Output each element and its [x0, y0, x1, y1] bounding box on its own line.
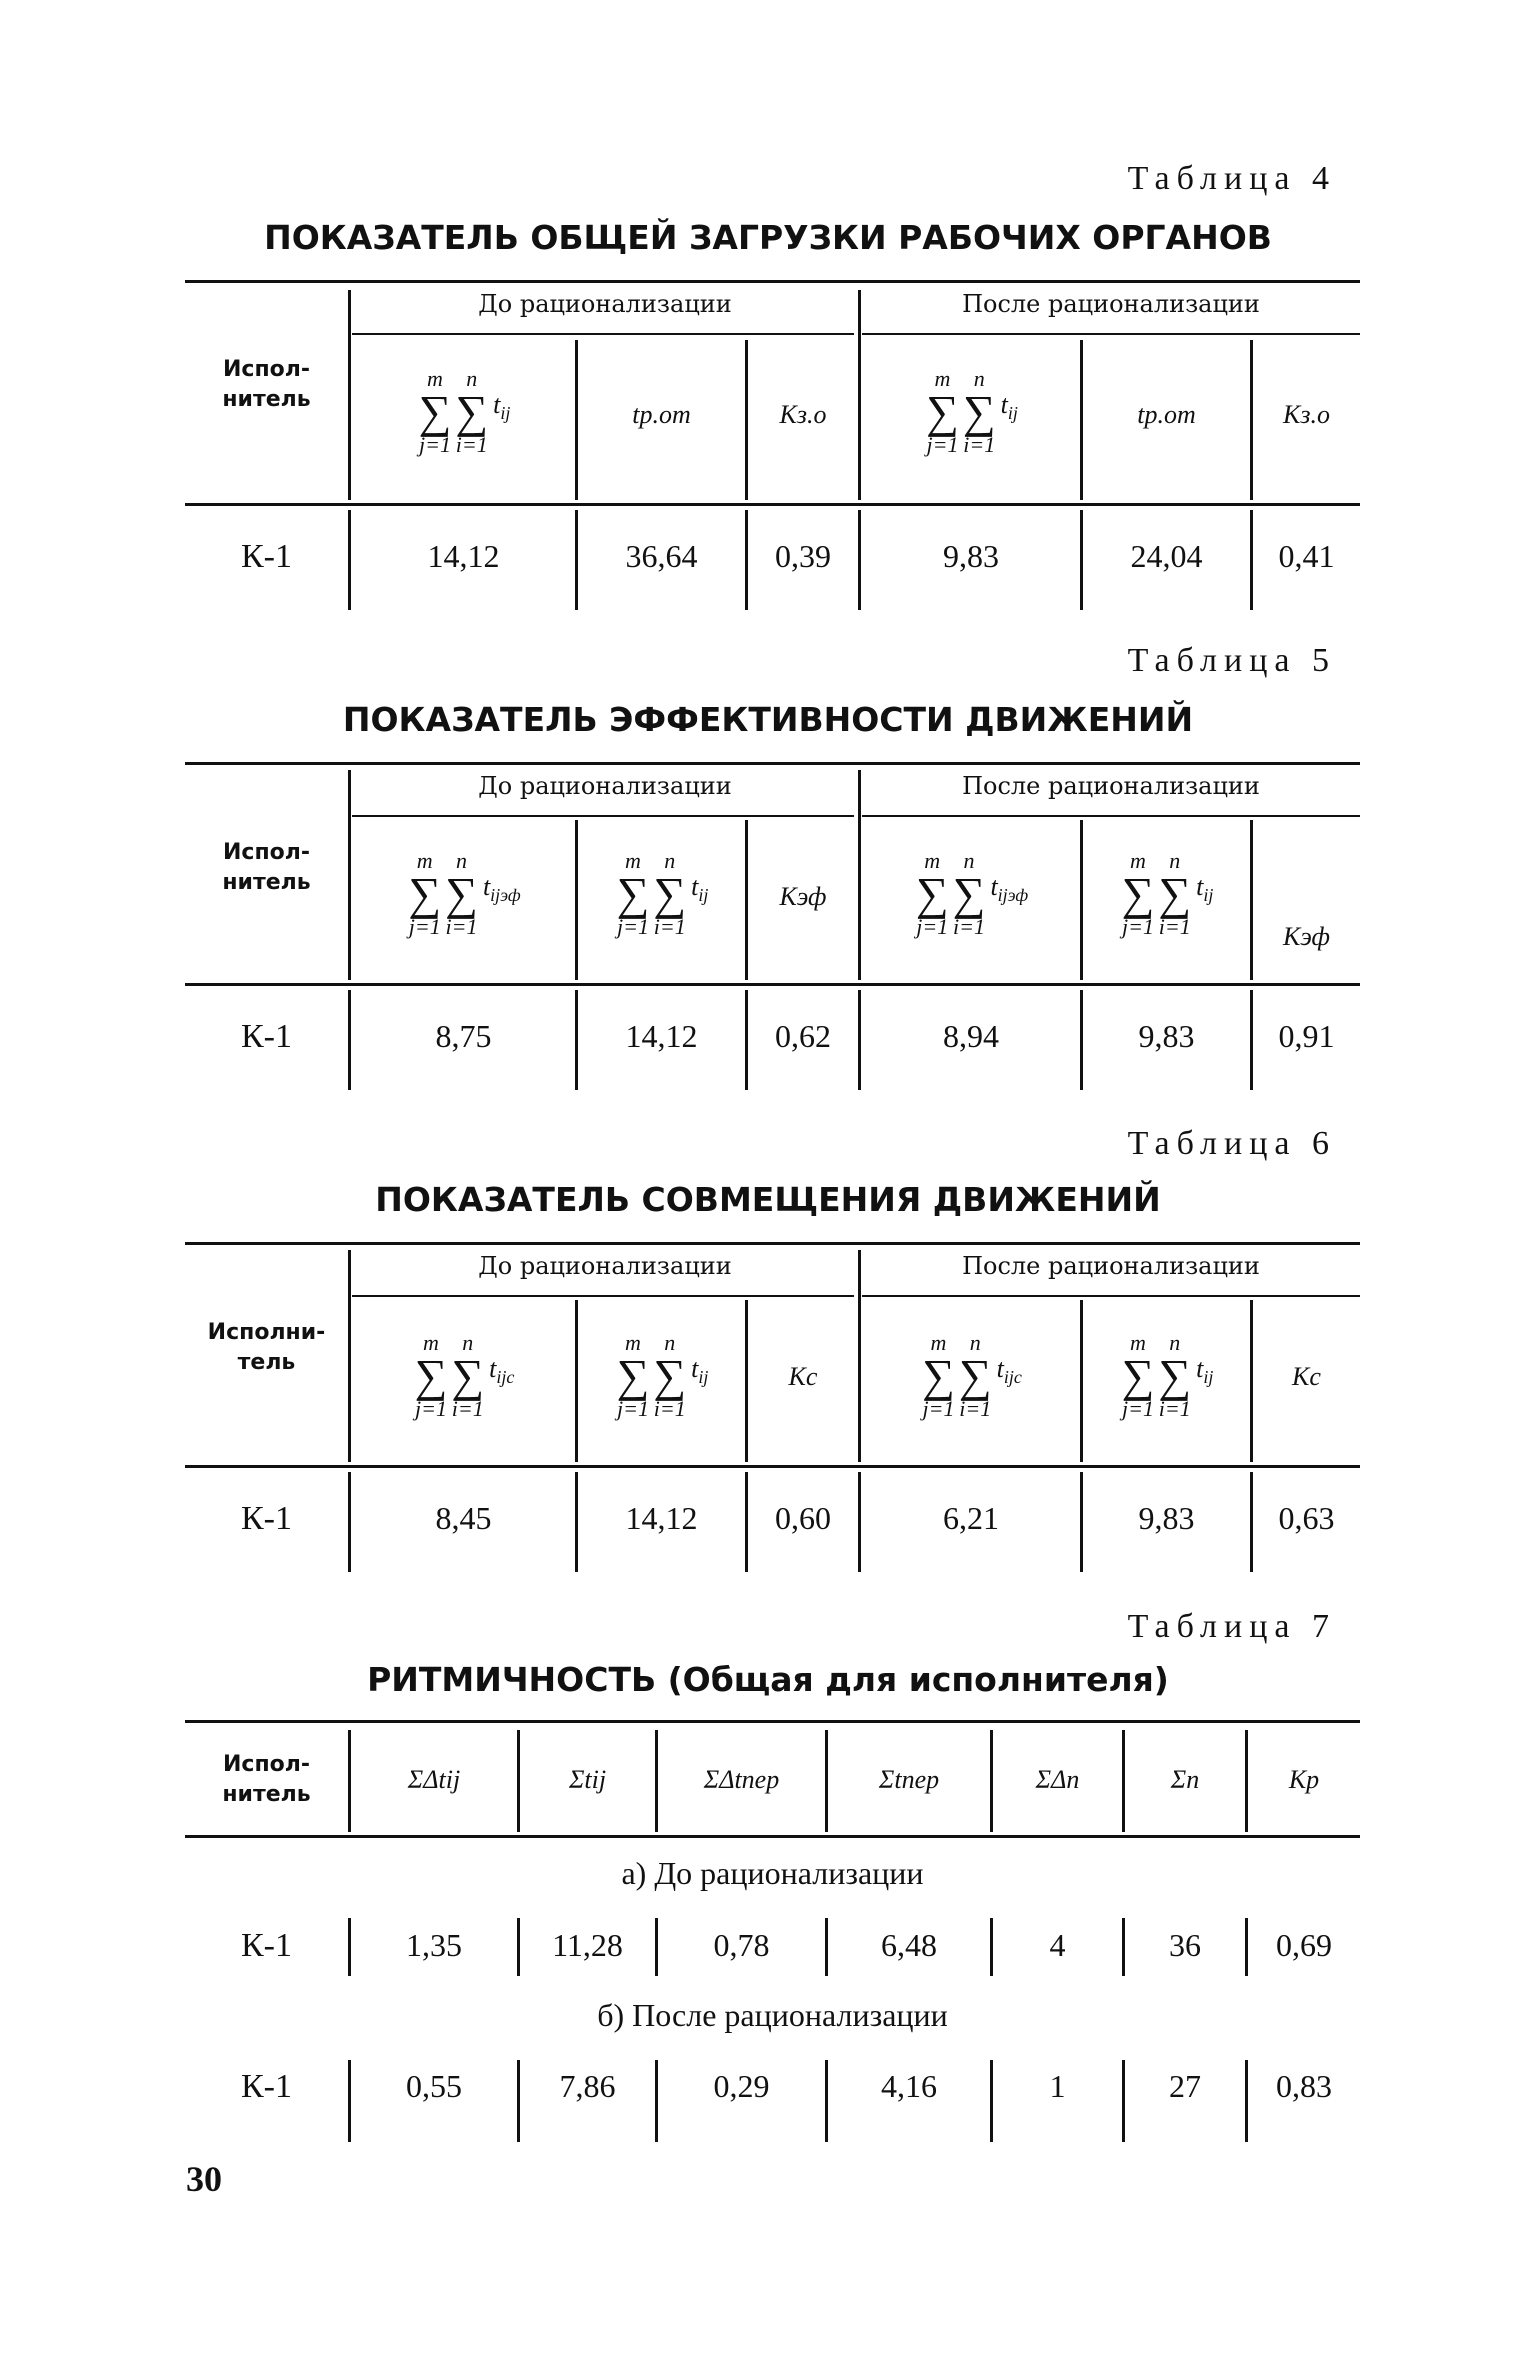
table7-title: РИТМИЧНОСТЬ (Общая для исполнителя) — [367, 1660, 1169, 1699]
table4-k-header-after: Kз.о — [1283, 400, 1330, 429]
table7-header-1: ΣΔtij — [407, 1765, 461, 1794]
table6-before-header: До рационализации — [478, 1252, 732, 1280]
table4-number: Таблица 4 — [1127, 160, 1336, 197]
table4-sum-header-before: m ∑ j=1 n ∑ i=1 $t_{ij}$ — [418, 366, 511, 457]
table4-after-header: После рационализации — [962, 290, 1260, 318]
table7-header-4: Σtпер — [878, 1765, 940, 1794]
table5-title: ПОКАЗАТЕЛЬ ЭФФЕКТИВНОСТИ ДВИЖЕНИЙ — [342, 700, 1194, 739]
table5-sum-eff-after: m ∑ j=1 n ∑ i=1 $t_{ijэф}$ — [915, 848, 1029, 939]
table5-sum-before: m ∑ j=1 n ∑ i=1 $t_{ij}$ — [616, 848, 709, 939]
table5-before-header: До рационализации — [478, 772, 732, 800]
table5-sum-eff-before: m ∑ j=1 n ∑ i=1 $t_{ijэф}$ — [408, 848, 521, 939]
table5-k-header-before: Kэф — [779, 882, 827, 911]
table7-section-after: б) После рационализации — [597, 1997, 948, 2033]
table7-section-before: а) До рационализации — [621, 1855, 924, 1891]
page-number: 30 — [186, 2159, 222, 2199]
table6-executor-header: Испoлни- тель — [207, 1320, 326, 1375]
table4-k-header-before: Kз.о — [779, 400, 827, 429]
table5-executor-header: Испол- нитель — [222, 840, 311, 895]
table4-tpom-header-after: tр.оm — [1137, 400, 1196, 429]
table6-row-label: К-1 — [241, 1500, 292, 1537]
table4-row-label: К-1 — [241, 538, 292, 575]
table6-number: Таблица 6 — [1127, 1125, 1336, 1162]
table7-header-7: Kр — [1288, 1765, 1320, 1794]
table7-header-6: Σn — [1170, 1765, 1200, 1794]
table7-number: Таблица 7 — [1127, 1608, 1336, 1645]
table7-row-before-label: К-1 — [241, 1927, 292, 1964]
table7-header-3: ΣΔtпер — [703, 1765, 780, 1794]
table4-title: ПОКАЗАТЕЛЬ ОБЩЕЙ ЗАГРУЗКИ РАБОЧИХ ОРГАНОВ — [264, 218, 1272, 257]
table6-sum-before: m ∑ j=1 n ∑ i=1 $t_{ij}$ — [616, 1330, 709, 1421]
table5-sum-after: m ∑ j=1 n ∑ i=1 $t_{ij}$ — [1121, 848, 1214, 939]
table6-k-header-before: Kс — [788, 1362, 818, 1391]
table7-header-2: Σtij — [568, 1765, 607, 1794]
table6-after-header: После рационализации — [962, 1252, 1260, 1280]
table7-row-after-label: К-1 — [241, 2068, 292, 2105]
table4-sum-header-after: m ∑ j=1 n ∑ i=1 $t_{ij}$ — [926, 366, 1018, 457]
table6-sum-comb-after: m ∑ j=1 n ∑ i=1 $t_{ijc}$ — [922, 1330, 1022, 1421]
table6-sum-after: m ∑ j=1 n ∑ i=1 $t_{ij}$ — [1121, 1330, 1214, 1421]
table7-executor-header: Испол- нитель — [222, 1752, 311, 1807]
table6-title: ПОКАЗАТЕЛЬ СОВМЕЩЕНИЯ ДВИЖЕНИЙ — [375, 1180, 1161, 1219]
table6-sum-comb-before: m ∑ j=1 n ∑ i=1 $t_{ijc}$ — [414, 1330, 515, 1421]
table7-header-5: ΣΔn — [1035, 1765, 1080, 1794]
table5-row-label: К-1 — [241, 1018, 292, 1055]
table5-k-header-after: Kэф — [1283, 922, 1330, 951]
table4-tpom-header-before: tр.оm — [632, 400, 691, 429]
table6-k-header-after: Kс — [1292, 1362, 1321, 1391]
table4-before-header: До рационализации — [478, 290, 732, 318]
table4-header-rule — [185, 503, 1360, 506]
table5-after-header: После рационализации — [962, 772, 1260, 800]
table4-executor-header: Испол- нитель — [222, 357, 311, 412]
table5-number: Таблица 5 — [1127, 642, 1336, 679]
table4-top-rule — [185, 280, 1360, 283]
